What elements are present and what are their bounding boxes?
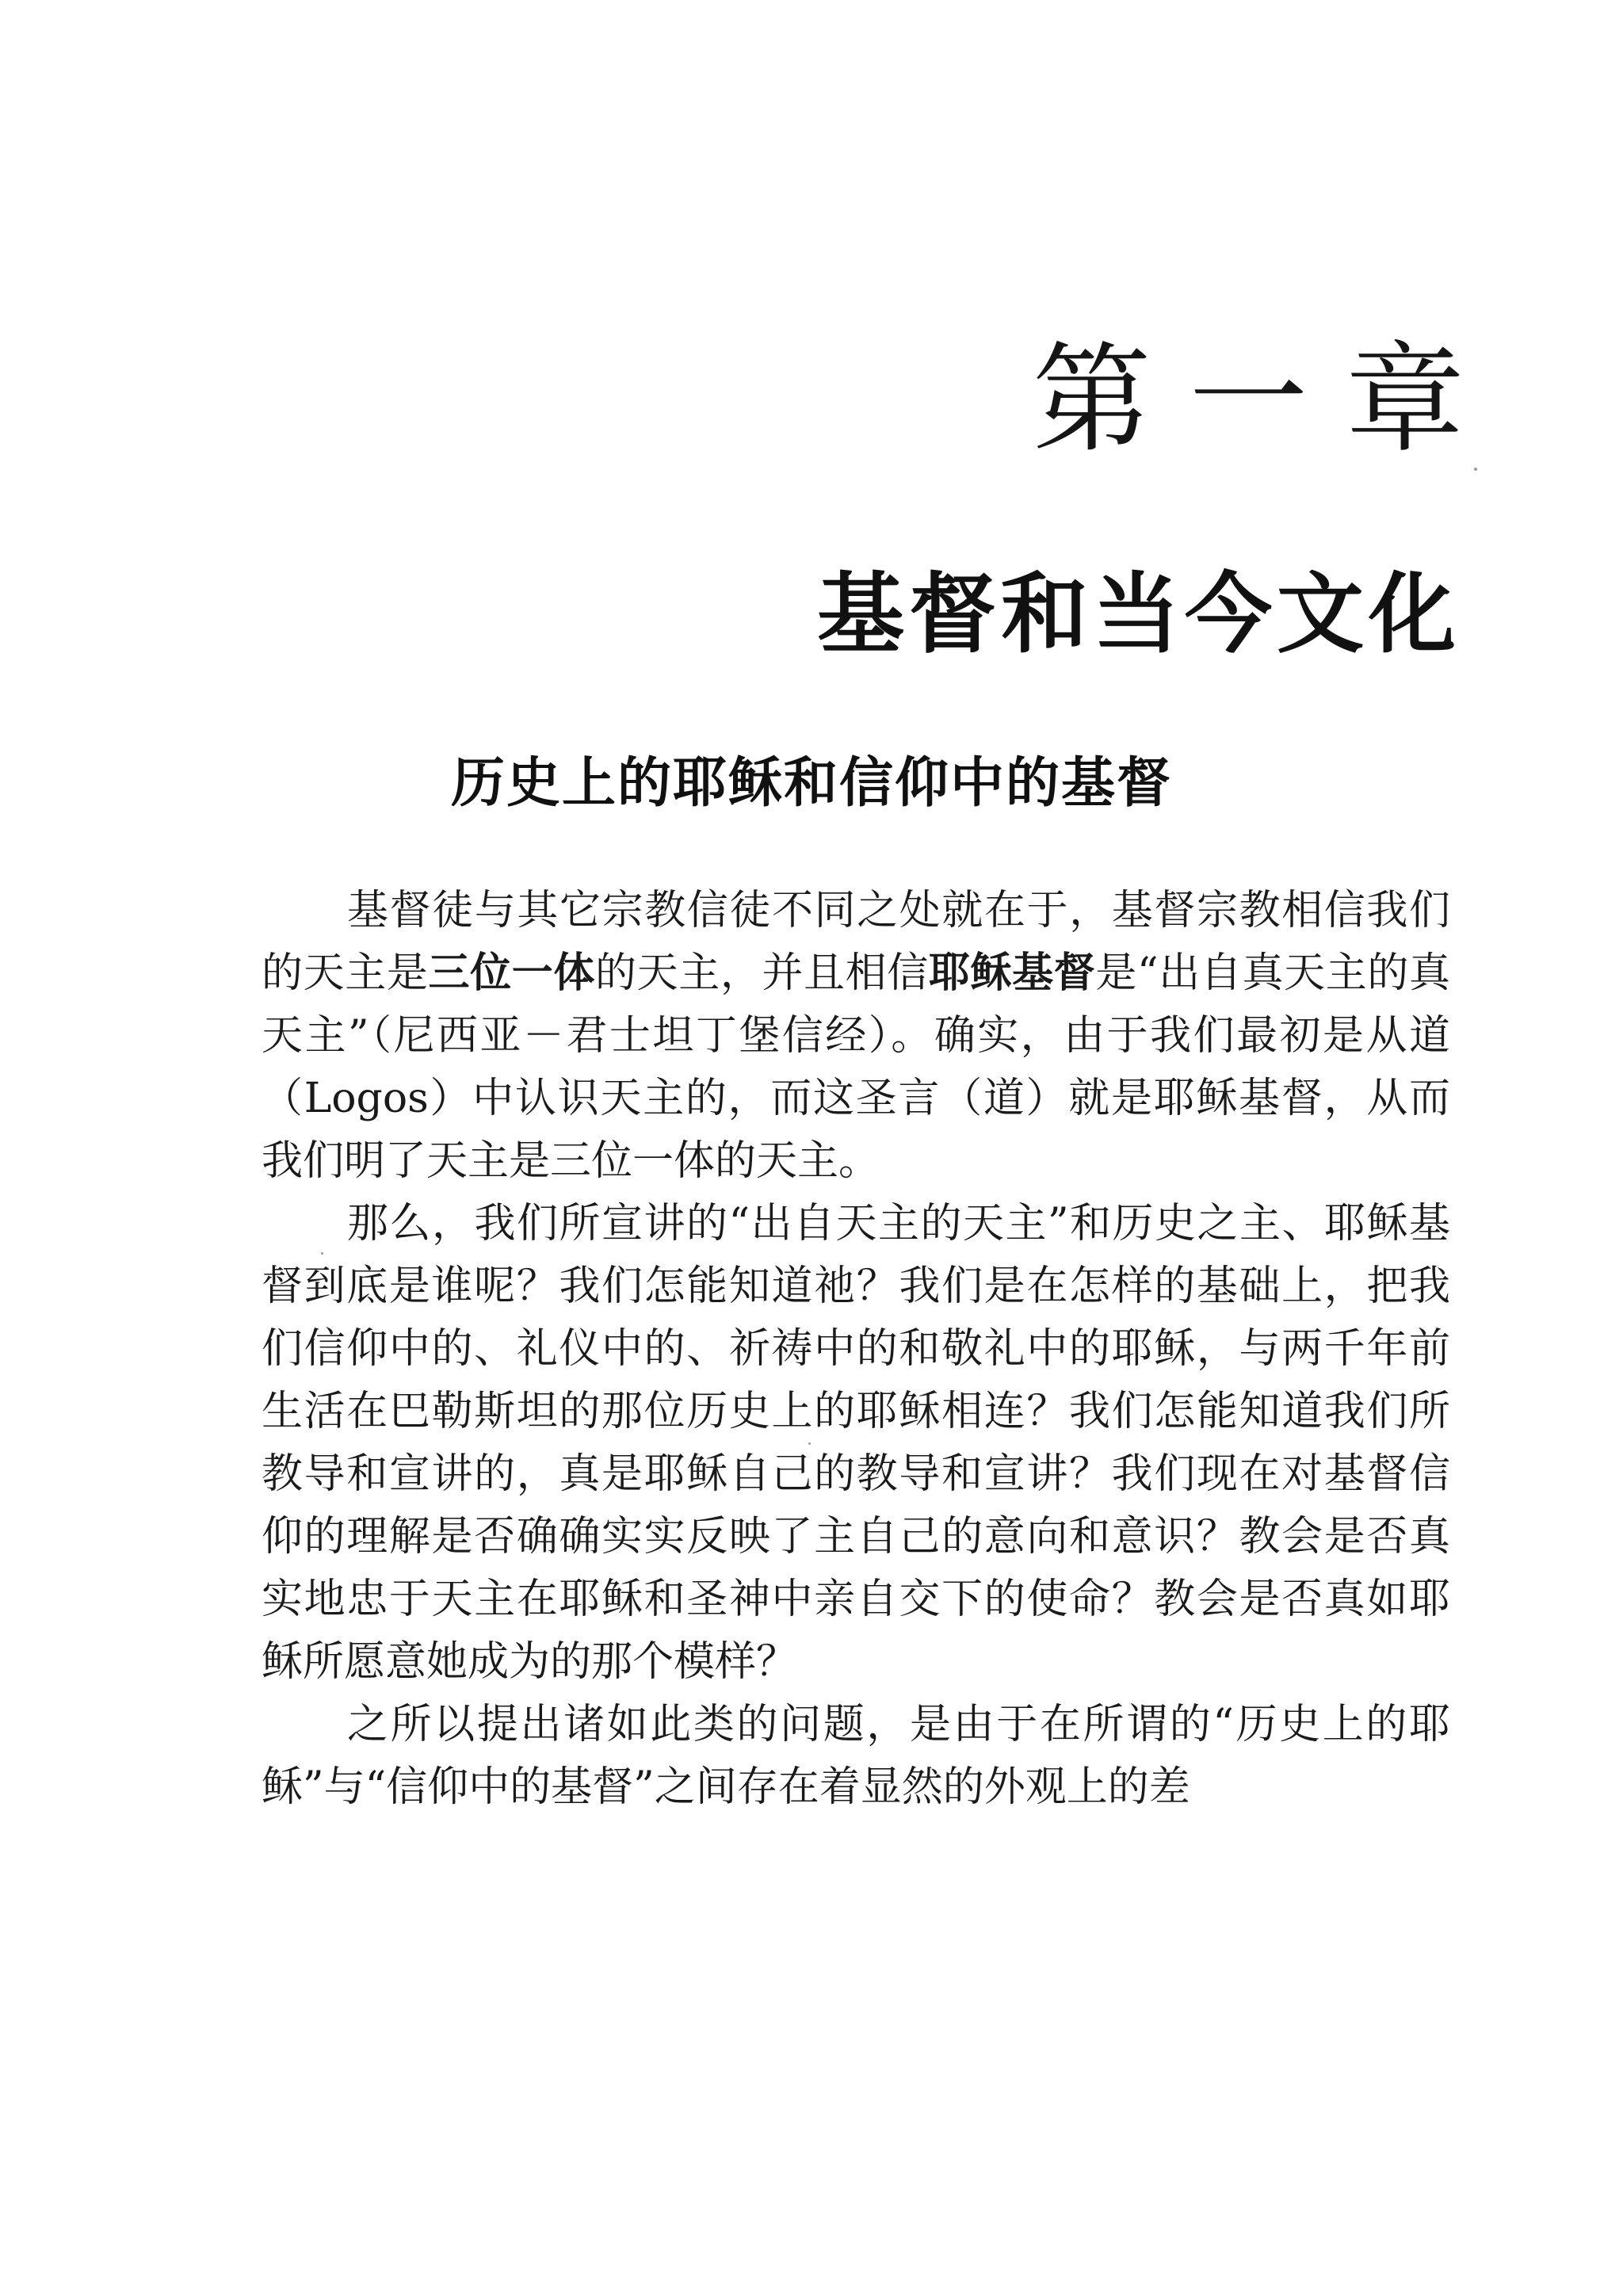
paragraph-3: 之所以提出诸如此类的问题，是由于在所谓的“历史上的耶稣”与“信仰中的基督”之间存在着显然的外观上的差 <box>262 1701 1450 1811</box>
chapter-number: 第 一 章 <box>1032 331 1465 469</box>
scan-speck <box>1474 468 1477 471</box>
scan-speck <box>321 1252 323 1255</box>
body-text <box>262 880 1450 1819</box>
section-title: 历史上的耶稣和信仰中的基督 <box>450 752 1172 815</box>
paragraph-2: 那么，我们所宣讲的“出自天主的天主”和历史之主、耶稣基督到底是谁呢？我们怎能知道祂？我们是在怎样的基础上，把我们信仰中的、礼仪中的、祈祷中的和敬礼中的耶稣，与两千年前生活在巴勒斯坦的那位历史上的耶稣相连？我们怎能知道我们所教导和宣讲的，真是耶稣自己的教导和宣讲？我们现在对基督信仰的理解是否确确实实反映了主自己的意向和意识？教会是否真实地忠于天主在耶稣和圣神中亲自交下的使命？教会是否真如耶稣所愿意她成为的那个模样？ <box>262 1200 1450 1686</box>
paragraph-1-text-a: 基督徒与其它宗教信徒不同之处就在于，基督宗教相信我们的天主是 <box>262 887 1450 997</box>
emphasis-trinity: 三位一体 <box>428 949 595 997</box>
chapter-title: 基督和当今文化 <box>817 563 1461 665</box>
paragraph-1 <box>262 880 1450 1193</box>
paragraph-1-text-c: 是“出自真天主的真天主”（尼西亚－君士坦丁堡信经）。确实，由于我们最初是从道（Logos）中认识天主的，而这圣言（道）就是耶稣基督，从而我们明了天主是三位一体的天主。 <box>262 949 1450 1185</box>
emphasis-jesus-christ: 耶稣基督 <box>928 949 1096 997</box>
scan-speck <box>808 1442 811 1445</box>
paragraph-1-text-b: 的天主，并且相信 <box>594 949 929 997</box>
